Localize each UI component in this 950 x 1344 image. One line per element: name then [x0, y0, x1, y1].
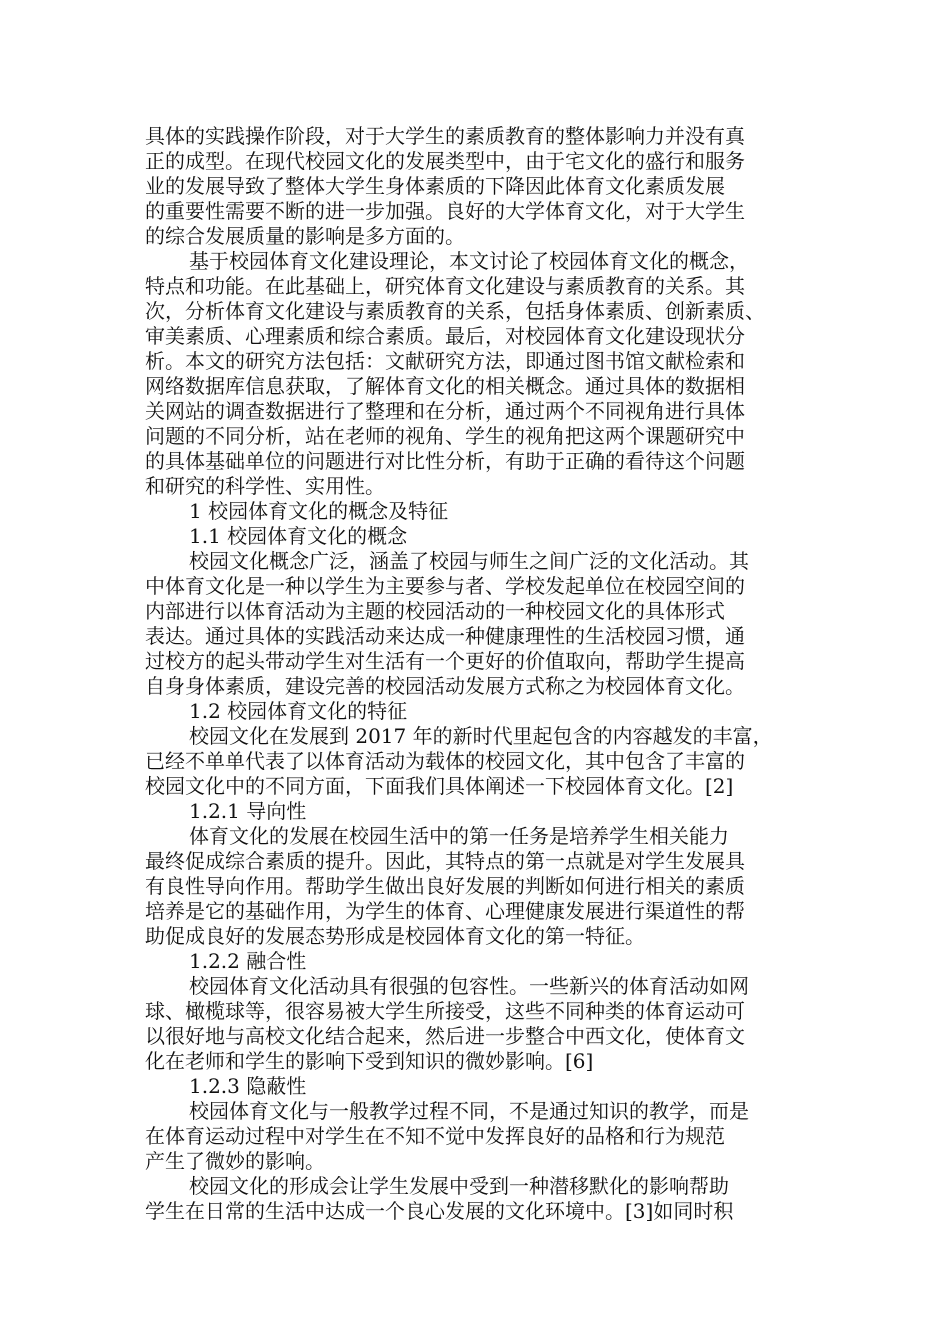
text-line: 1.2.1 导向性 [189, 799, 307, 823]
text-line: 问题的不同分析，站在老师的视角、学生的视角把这两个课题研究中 [145, 424, 745, 448]
text-line: 网络数据库信息获取，了解体育文化的相关概念。通过具体的数据相 [145, 374, 745, 398]
text-line: 和研究的科学性、实用性。 [145, 474, 385, 498]
text-line: 析。本文的研究方法包括：文献研究方法，即通过图书馆文献检索和 [145, 349, 745, 373]
text-line: 中体育文化是一种以学生为主要参与者、学校发起单位在校园空间的 [145, 574, 745, 598]
text-line: 基于校园体育文化建设理论，本文讨论了校园体育文化的概念， [189, 249, 749, 273]
text-line: 审美素质、心理素质和综合素质。最后，对校园体育文化建设现状分 [145, 324, 745, 348]
text-line: 自身身体素质，建设完善的校园活动发展方式称之为校园体育文化。 [145, 674, 745, 698]
text-line: 校园体育文化与一般教学过程不同，不是通过知识的教学，而是 [189, 1099, 749, 1123]
text-line: 培养是它的基础作用，为学生的体育、心理健康发展进行渠道性的帮 [145, 899, 745, 923]
text-line: 1.2.2 融合性 [189, 949, 307, 973]
text-line: 具体的实践操作阶段，对于大学生的素质教育的整体影响力并没有真 [145, 124, 745, 148]
text-line: 1.1 校园体育文化的概念 [189, 524, 408, 548]
text-line: 校园文化概念广泛，涵盖了校园与师生之间广泛的文化活动。其 [189, 549, 749, 573]
text-line: 1.2.3 隐蔽性 [189, 1074, 307, 1098]
text-line: 次，分析体育文化建设与素质教育的关系，包括身体素质、创新素质、 [145, 299, 765, 323]
text-line: 关网站的调查数据进行了整理和在分析，通过两个不同视角进行具体 [145, 399, 745, 423]
text-line: 球、橄榄球等，很容易被大学生所接受，这些不同种类的体育运动可 [145, 999, 745, 1023]
text-line: 的重要性需要不断的进一步加强。良好的大学体育文化，对于大学生 [145, 199, 745, 223]
text-line: 过校方的起头带动学生对生活有一个更好的价值取向，帮助学生提高 [145, 649, 745, 673]
text-line: 学生在日常的生活中达成一个良心发展的文化环境中。[3]如同时积 [145, 1199, 734, 1223]
text-line: 体育文化的发展在校园生活中的第一任务是培养学生相关能力 [189, 824, 729, 848]
text-line: 的综合发展质量的影响是多方面的。 [145, 224, 465, 248]
text-line: 校园体育文化活动具有很强的包容性。一些新兴的体育活动如网 [189, 974, 749, 998]
text-line: 以很好地与高校文化结合起来，然后进一步整合中西文化，使体育文 [145, 1024, 745, 1048]
text-line: 校园文化中的不同方面，下面我们具体阐述一下校园体育文化。[2] [145, 774, 734, 798]
text-line: 1 校园体育文化的概念及特征 [189, 499, 449, 523]
text-line: 校园文化的形成会让学生发展中受到一种潜移默化的影响帮助 [189, 1174, 729, 1198]
text-line: 在体育运动过程中对学生在不知不觉中发挥良好的品格和行为规范 [145, 1124, 725, 1148]
text-line: 的具体基础单位的问题进行对比性分析，有助于正确的看待这个问题 [145, 449, 745, 473]
text-line: 已经不单单代表了以体育活动为载体的校园文化，其中包含了丰富的 [145, 749, 745, 773]
text-line: 表达。通过具体的实践活动来达成一种健康理性的生活校园习惯，通 [145, 624, 745, 648]
text-line: 特点和功能。在此基础上，研究体育文化建设与素质教育的关系。其 [145, 274, 745, 298]
text-line: 1.2 校园体育文化的特征 [189, 699, 408, 723]
text-line: 校园文化在发展到 2017 年的新时代里起包含的内容越发的丰富， [189, 724, 773, 748]
text-line: 助促成良好的发展态势形成是校园体育文化的第一特征。 [145, 924, 645, 948]
body-text [145, 124, 805, 1224]
text-line: 正的成型。在现代校园文化的发展类型中，由于宅文化的盛行和服务 [145, 149, 745, 173]
text-line: 有良性导向作用。帮助学生做出良好发展的判断如何进行相关的素质 [145, 874, 745, 898]
text-line: 内部进行以体育活动为主题的校园活动的一种校园文化的具体形式 [145, 599, 725, 623]
text-line: 化在老师和学生的影响下受到知识的微妙影响。[6] [145, 1049, 594, 1073]
text-line: 产生了微妙的影响。 [145, 1149, 325, 1173]
text-line: 业的发展导致了整体大学生身体素质的下降因此体育文化素质发展 [145, 174, 725, 198]
text-line: 最终促成综合素质的提升。因此，其特点的第一点就是对学生发展具 [145, 849, 745, 873]
